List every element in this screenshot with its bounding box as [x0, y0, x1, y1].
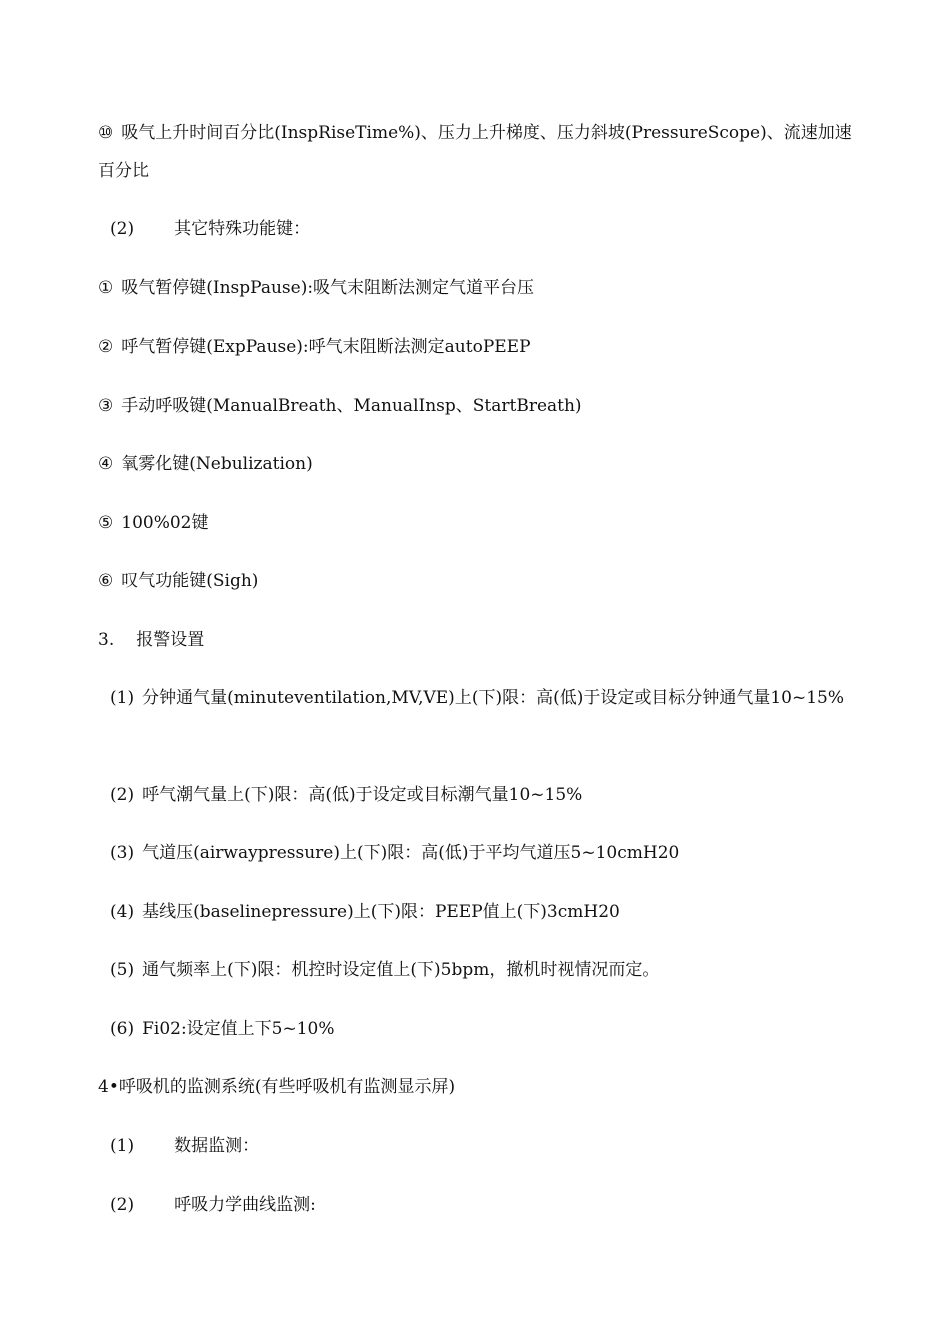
- list-item: [98, 453, 858, 475]
- item-text: 吸气暂停键(InspPause):吸气末阻断法测定气道平台压: [121, 278, 535, 298]
- item-number: 3.: [98, 630, 115, 650]
- item-text: 呼气潮气量上(下)限：高(低)于设定或目标潮气量10~15%: [142, 785, 583, 805]
- list-item: [110, 842, 858, 864]
- item-text: 分钟通气量(minuteventilation,MV,VE)上(下)限：高(低)于设定或目标分钟通气量10~15%: [142, 688, 845, 708]
- item-number: (1): [110, 688, 135, 708]
- item-number: ①: [98, 278, 114, 298]
- item-number: ②: [98, 337, 114, 357]
- list-item: [98, 570, 858, 592]
- list-item: [98, 395, 858, 417]
- item-text: Fi02:设定值上下5~10%: [142, 1019, 335, 1039]
- item-number: ⑥: [98, 571, 114, 591]
- item-text: 氧雾化键(Nebulization): [121, 454, 313, 474]
- list-item: [98, 114, 858, 190]
- item-text: 100%02键: [121, 513, 209, 533]
- item-number: ④: [98, 454, 114, 474]
- item-text: 叹气功能键(Sigh): [121, 571, 259, 591]
- list-item: [98, 512, 858, 534]
- item-text: 气道压(airwaypressure)上(下)限：高(低)于平均气道压5~10cmH20: [142, 843, 680, 863]
- item-number: (4): [110, 902, 135, 922]
- section-heading: [98, 629, 858, 651]
- item-text: 4•呼吸机的监测系统(有些呼吸机有监测显示屏): [98, 1077, 456, 1097]
- item-number: ③: [98, 396, 114, 416]
- section-heading: [98, 1076, 858, 1098]
- item-text: 其它特殊功能键：: [174, 219, 311, 239]
- list-item: [110, 959, 858, 981]
- item-number: ⑩: [98, 123, 114, 143]
- list-item: [110, 784, 858, 806]
- list-item: [98, 336, 858, 358]
- item-number: (2): [110, 1195, 135, 1215]
- item-text: 呼气暂停键(ExpPause):呼气末阻断法测定autoPEEP: [121, 337, 531, 357]
- item-number: (2): [110, 219, 135, 239]
- item-number: (1): [110, 1136, 135, 1156]
- list-item: [110, 218, 858, 240]
- item-number: (2): [110, 785, 135, 805]
- item-number: (5): [110, 960, 135, 980]
- item-text: 吸气上升时间百分比(InspRiseTime%)、压力上升梯度、压力斜坡(PressureScope)、流速加速百分比: [98, 123, 852, 181]
- list-item: [110, 1135, 858, 1157]
- list-item: [110, 1194, 858, 1216]
- item-text: 通气频率上(下)限：机控时设定值上(下)5bpm，撤机时视情况而定。: [142, 960, 660, 980]
- list-item: [110, 901, 858, 923]
- item-text: 呼吸力学曲线监测:: [174, 1195, 316, 1215]
- item-number: ⑤: [98, 513, 114, 533]
- list-item: [110, 1018, 858, 1040]
- list-item: [98, 679, 858, 717]
- list-item: [98, 277, 858, 299]
- item-text: 数据监测：: [174, 1136, 260, 1156]
- item-text: 报警设置: [136, 630, 205, 650]
- item-text: 手动呼吸键(ManualBreath、ManualInsp、StartBreath): [121, 396, 582, 416]
- item-text: 基线压(baselinepressure)上(下)限：PEEP值上(下)3cmH20: [142, 902, 620, 922]
- item-number: (6): [110, 1019, 135, 1039]
- item-number: (3): [110, 843, 135, 863]
